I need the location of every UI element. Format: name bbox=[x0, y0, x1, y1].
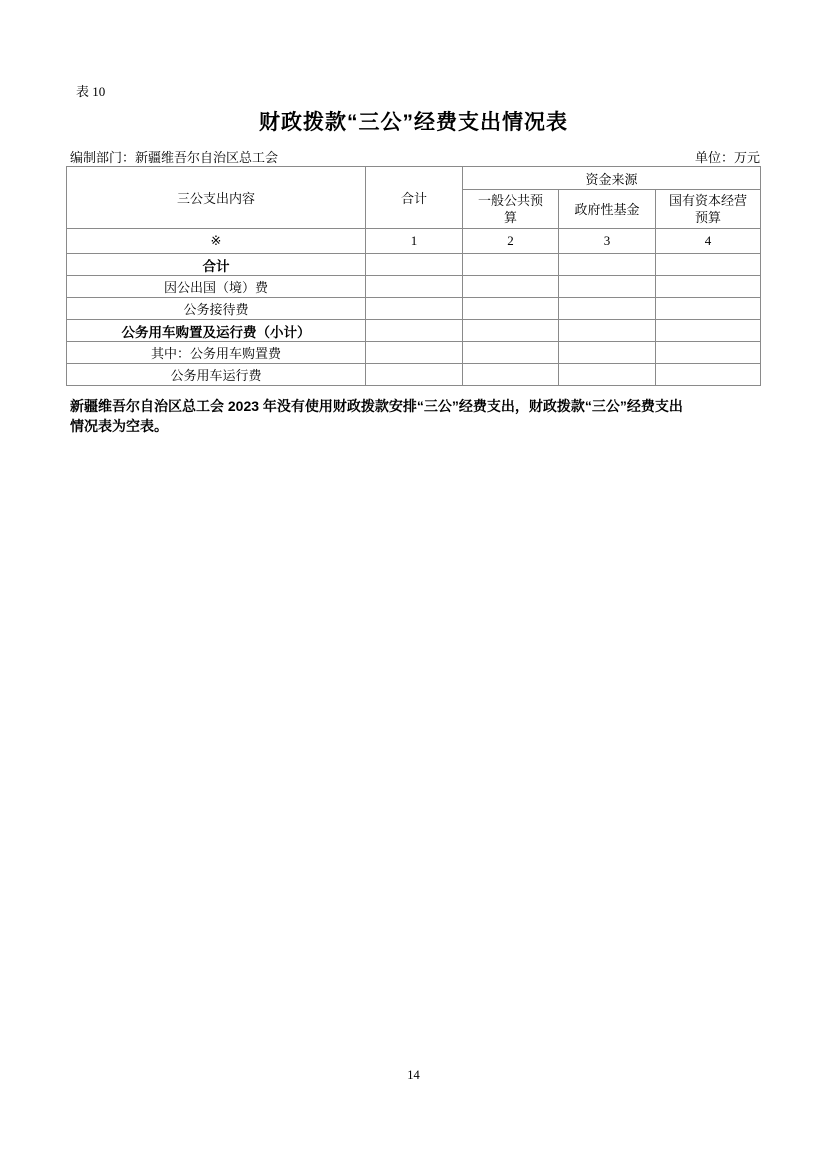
value-cell bbox=[463, 364, 559, 386]
table-number-label: 表 10 bbox=[76, 84, 106, 99]
page-title: 财政拨款“三公”经费支出情况表 bbox=[259, 111, 568, 134]
value-cell bbox=[366, 298, 463, 320]
page-number: 14 bbox=[407, 1068, 420, 1082]
value-cell bbox=[559, 254, 656, 276]
value-cell bbox=[559, 342, 656, 364]
table-row-vehicle-operation bbox=[67, 364, 761, 386]
table-row-total bbox=[67, 254, 761, 276]
row-label: 其中：公务用车购置费 bbox=[67, 342, 366, 364]
value-cell bbox=[559, 276, 656, 298]
empty-table-note bbox=[70, 396, 760, 436]
header-state-capital-budget: 国有资本经营预算 bbox=[656, 190, 761, 229]
value-cell bbox=[656, 298, 761, 320]
value-cell bbox=[656, 320, 761, 342]
value-cell bbox=[656, 276, 761, 298]
value-cell bbox=[366, 320, 463, 342]
row-label: 公务用车运行费 bbox=[67, 364, 366, 386]
value-cell bbox=[463, 276, 559, 298]
three-public-expense-table bbox=[66, 166, 761, 386]
value-cell bbox=[463, 320, 559, 342]
index-cell: 2 bbox=[463, 229, 559, 254]
note-line: 情况表为空表。 bbox=[70, 418, 168, 434]
value-cell bbox=[559, 298, 656, 320]
index-cell: 1 bbox=[366, 229, 463, 254]
value-cell bbox=[559, 364, 656, 386]
table-row-reception-expense bbox=[67, 298, 761, 320]
value-cell bbox=[366, 254, 463, 276]
row-label: 因公出国（境）费 bbox=[67, 276, 366, 298]
value-cell bbox=[366, 342, 463, 364]
value-cell bbox=[656, 254, 761, 276]
row-label: 公务用车购置及运行费（小计） bbox=[67, 320, 366, 342]
index-cell: 4 bbox=[656, 229, 761, 254]
row-label: 公务接待费 bbox=[67, 298, 366, 320]
index-cell: ※ bbox=[67, 229, 366, 254]
header-government-fund: 政府性基金 bbox=[559, 190, 656, 229]
table-meta-row bbox=[70, 147, 760, 166]
header-funding-source: 资金来源 bbox=[463, 167, 761, 190]
header-total-column: 合计 bbox=[366, 167, 463, 229]
prepared-by-label: 编制部门：新疆维吾尔自治区总工会 bbox=[70, 150, 279, 165]
value-cell bbox=[366, 276, 463, 298]
value-cell bbox=[656, 364, 761, 386]
header-content-column: 三公支出内容 bbox=[67, 167, 366, 229]
value-cell bbox=[463, 342, 559, 364]
value-cell bbox=[463, 254, 559, 276]
value-cell bbox=[656, 342, 761, 364]
table-row-abroad-expense bbox=[67, 276, 761, 298]
row-label: 合计 bbox=[67, 254, 366, 276]
value-cell bbox=[463, 298, 559, 320]
table-row-vehicle-subtotal bbox=[67, 320, 761, 342]
header-general-public-budget: 一般公共预算 bbox=[463, 190, 559, 229]
table-row-vehicle-purchase bbox=[67, 342, 761, 364]
column-index-row bbox=[67, 229, 761, 254]
note-line: 新疆维吾尔自治区总工会 2023 年没有使用财政拨款安排“三公”经费支出，财政拨款“三公”经费支出 bbox=[70, 398, 683, 414]
index-cell: 3 bbox=[559, 229, 656, 254]
unit-label: 单位：万元 bbox=[694, 150, 760, 165]
value-cell bbox=[366, 364, 463, 386]
value-cell bbox=[559, 320, 656, 342]
